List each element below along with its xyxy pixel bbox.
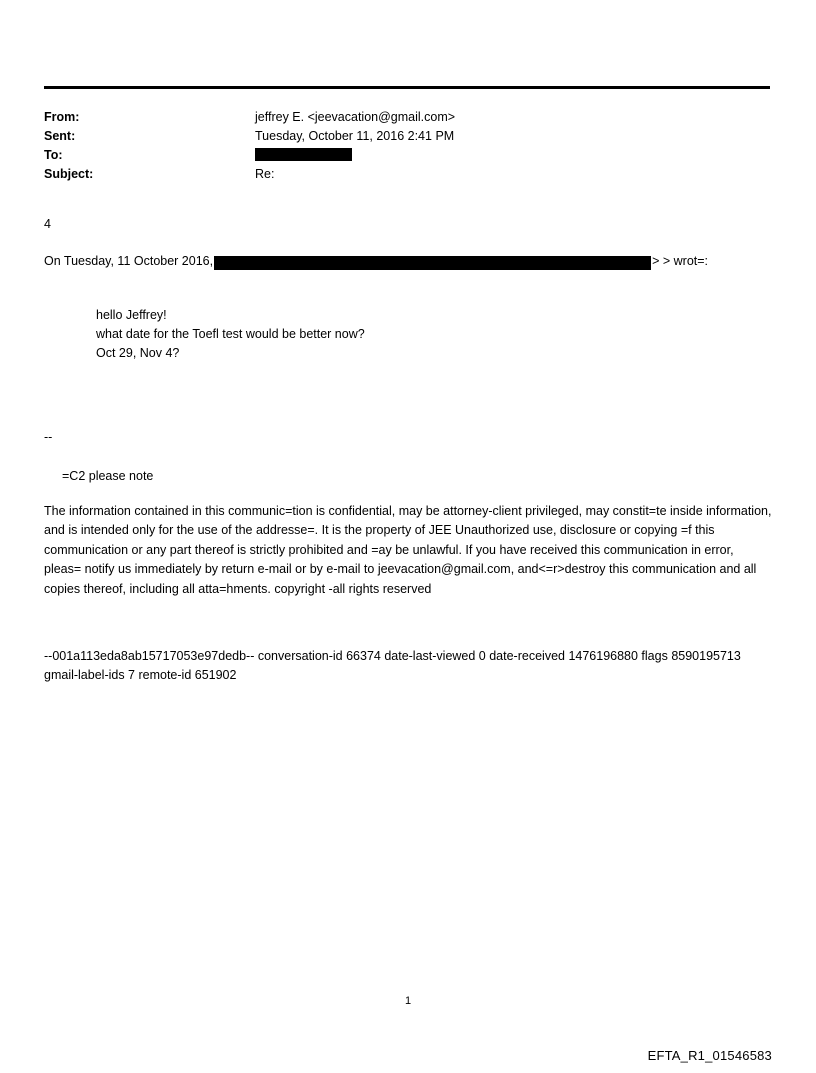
quoted-line: what date for the Toefl test would be better now? — [96, 327, 365, 341]
header-label-sent: Sent: — [44, 129, 76, 143]
header-value-subject: Re: — [255, 167, 275, 181]
header-row-sent — [44, 127, 770, 146]
reply-attribution-prefix: On Tuesday, 11 October 2016, — [44, 254, 214, 268]
reply-attribution-suffix: > > wrot=: — [652, 254, 709, 268]
header-label-from: From: — [44, 110, 80, 124]
quoted-line: hello Jeffrey! — [96, 308, 167, 322]
body-first-line: 4 — [44, 217, 51, 231]
header-value-from: jeffrey E. <jeevacation@gmail.com> — [255, 110, 456, 124]
header-row-subject — [44, 165, 770, 184]
confidentiality-disclaimer: The information contained in this communic=tion is confidential, may be attorney-client privileged, may constit=te inside information, and is intended only for the use of the addresse=. It is the property of JEE Unauthorized use, disclosure or copying =f this communication or any part thereof is strictly prohibited and =ay be unlawful. If you have received this communication in error, pleas= notify us immediately by return e-mail or by e-mail to jeevacation@gmail.com, and<=r>destroy this communication and all copies thereof, including all atta=hments. copyright -all rights reserved — [44, 504, 772, 596]
redaction-bar-recipient — [255, 148, 352, 161]
email-header-block — [44, 108, 770, 184]
header-label-to: To: — [44, 148, 63, 162]
page-number: 1 — [404, 995, 412, 1007]
mime-trailer-metadata: --001a113eda8ab15717053e97dedb-- conversation-id 66374 date-last-viewed 0 date-received 1476196880 flags 8590195713 gmail-label-ids 7 remote-id 651902 — [44, 649, 741, 683]
header-value-sent: Tuesday, October 11, 2016 2:41 PM — [255, 129, 455, 143]
header-divider-rule — [44, 86, 770, 89]
reply-attribution-line — [44, 252, 770, 271]
please-note-line: =C2 please note — [62, 469, 154, 483]
header-value-to — [255, 146, 352, 165]
quoted-message-block — [96, 306, 736, 363]
signature-separator: -- — [44, 430, 53, 444]
header-row-from — [44, 108, 770, 127]
bates-number: EFTA_R1_01546583 — [647, 1048, 772, 1063]
redaction-bar-sender-address — [214, 256, 651, 270]
header-label-subject: Subject: — [44, 167, 94, 181]
header-row-to — [44, 146, 770, 165]
quoted-line: Oct 29, Nov 4? — [96, 346, 180, 360]
